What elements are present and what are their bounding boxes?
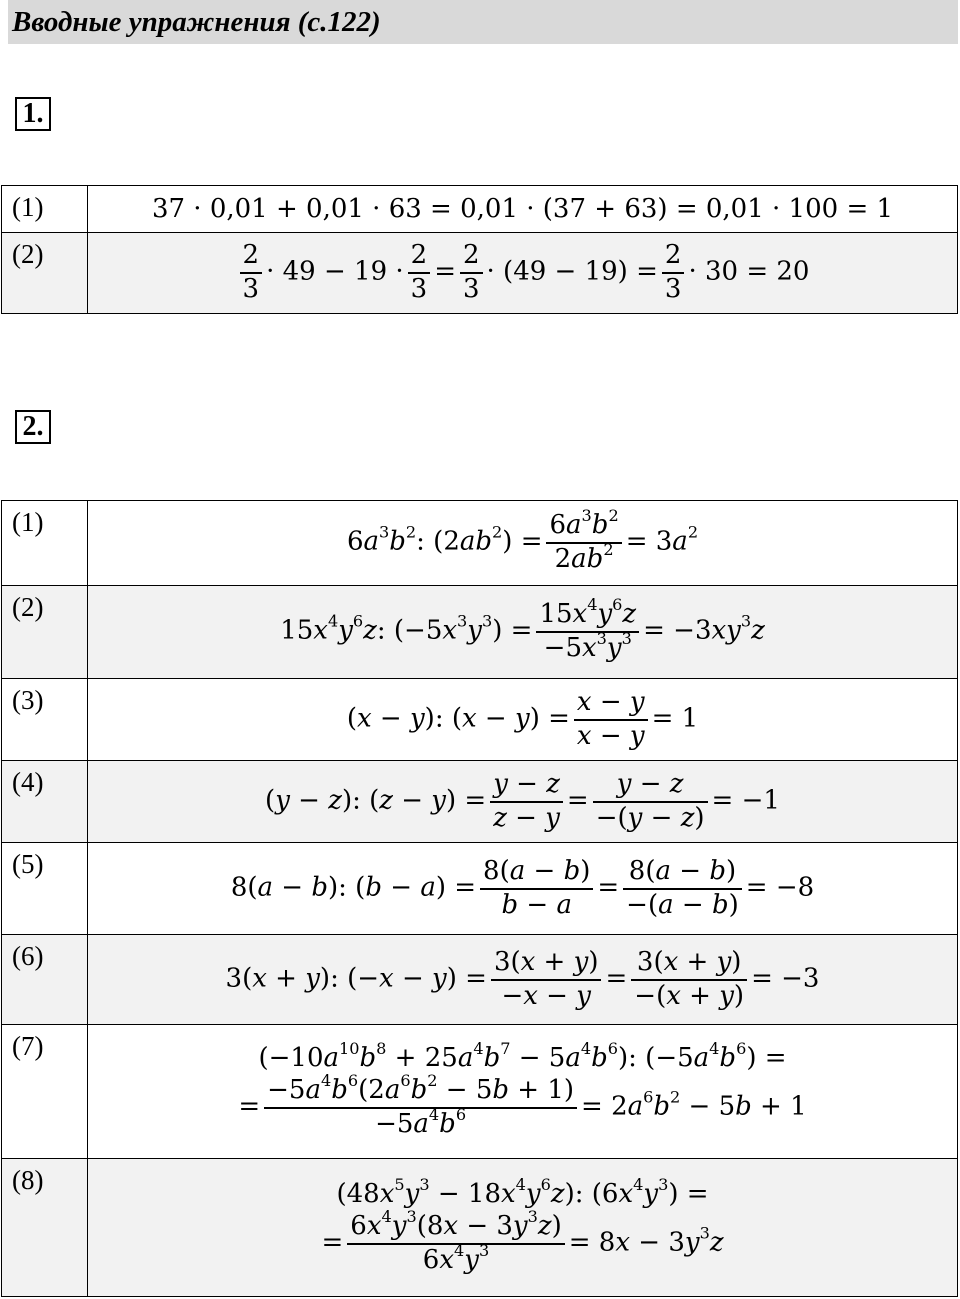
table-row <box>2 586 958 679</box>
math-expression: (x − y): (x − y) = $\frac{x - y}{x - y}$ = 1 <box>88 679 958 761</box>
exercise-1-table <box>1 185 958 314</box>
math-expression: $15x^4y^6z$: $(-5x^3y^3)$ = $\frac{15x^4y^6z}{-5x^3y^3}$ = $-3xy^3z$ <box>88 586 958 679</box>
math-expression: $\frac{2}{3}$ · 49 − 19 · $\frac{2}{3}$ = $\frac{2}{3}$ · (49 − 19) = $\frac{2}{3}$ · 30 = 20 <box>88 233 958 314</box>
math-expression: $(48x^5y^3 - 18x^4y^6z)$: $(6x^4y^3)$ = = $\frac{6x^4y^3(8x - 3y^3z)}{6x^4y^3}$ = $8x - 3y^3z$ <box>88 1159 958 1297</box>
math-expression: (y − z): (z − y) = $\frac{y - z}{z - y}$ = $\frac{y - z}{-(y - z)}$ = −1 <box>88 761 958 843</box>
page-title: Вводные упражнения (с.122) <box>8 0 958 44</box>
table-row <box>2 1025 958 1159</box>
row-label: (7) <box>2 1025 88 1159</box>
row-label: (8) <box>2 1159 88 1297</box>
table-row <box>2 1159 958 1297</box>
math-expression: 3(x + y): (−x − y) = $\frac{3(x + y)}{-x - y}$ = $\frac{3(x + y)}{-(x + y)}$ = −3 <box>88 935 958 1025</box>
row-label: (4) <box>2 761 88 843</box>
math-expression: 37 · 0,01 + 0,01 · 63 = 0,01 · (37 + 63) = 0,01 · 100 = 1 <box>88 186 958 233</box>
table-row <box>2 233 958 314</box>
row-label: (3) <box>2 679 88 761</box>
math-expression: $(-10a^{10}b^8 + 25a^4b^7 - 5a^4b^6)$: $(-5a^4b^6)$ = = $\frac{-5a^4b^6(2a^6b^2 - 5b + 1)}{-5a^4b^6}$ = $2a^6b^2 - 5b + 1$ <box>88 1025 958 1159</box>
table-row <box>2 761 958 843</box>
row-label: (2) <box>2 586 88 679</box>
row-label: (2) <box>2 233 88 314</box>
exercise-number-1: 1. <box>15 97 51 131</box>
math-expression: 8(a − b): (b − a) = $\frac{8(a - b)}{b - a}$ = $\frac{8(a - b)}{-(a - b)}$ = −8 <box>88 843 958 935</box>
exercise-number-2: 2. <box>15 410 51 444</box>
table-row <box>2 843 958 935</box>
table-row <box>2 679 958 761</box>
row-label: (1) <box>2 501 88 586</box>
row-label: (1) <box>2 186 88 233</box>
row-label: (6) <box>2 935 88 1025</box>
table-row <box>2 935 958 1025</box>
table-row <box>2 501 958 586</box>
exercise-2-table <box>1 500 958 1297</box>
table-row <box>2 186 958 233</box>
row-label: (5) <box>2 843 88 935</box>
math-expression: $6a^3b^2$: $(2ab^2)$ = $\frac{6a^3b^2}{2ab^2}$ = $3a^2$ <box>88 501 958 586</box>
